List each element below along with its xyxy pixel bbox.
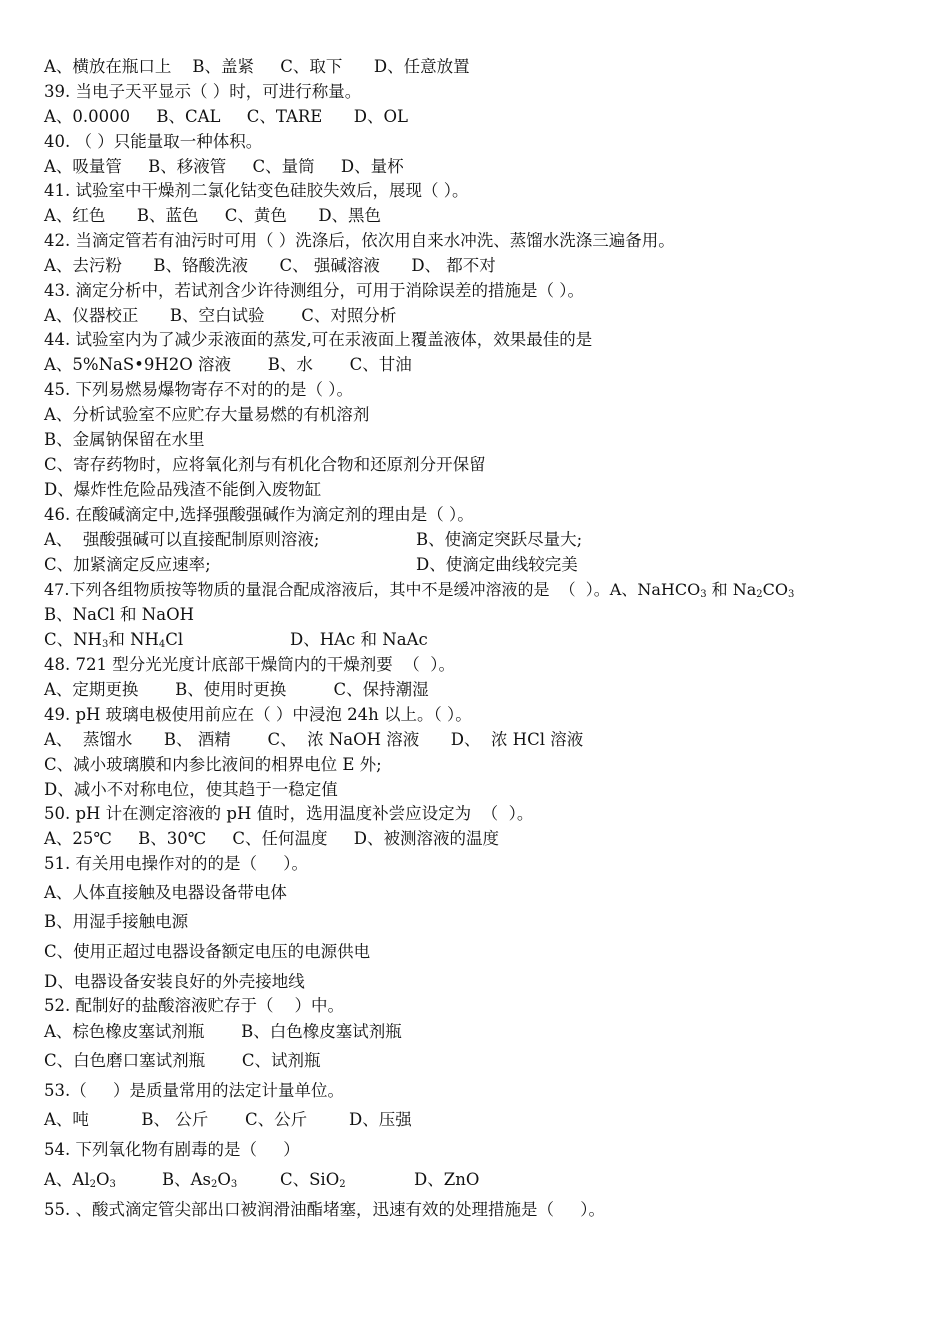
q51-stem: 51. 有关用电操作对的的是（ ）。 bbox=[44, 854, 308, 873]
q42-options: A、去污粉 B、铬酸洗液 C、 强碱溶液 D、 都不对 bbox=[44, 256, 496, 275]
q44-stem: 44. 试验室内为了减少汞液面的蒸发,可在汞液面上覆盖液体，效果最佳的是 bbox=[44, 330, 593, 349]
q52-options-cd: C、白色磨口塞试剂瓶 C、试剂瓶 bbox=[44, 1051, 321, 1070]
q41-stem: 41. 试验室中干燥剂二氯化钴变色硅胶失效后，展现（ ）。 bbox=[44, 181, 469, 200]
q43-options: A、仪器校正 B、空白试验 C、对照分析 bbox=[44, 306, 397, 325]
q40-options: A、吸量管 B、移液管 C、量筒 D、量杯 bbox=[44, 157, 404, 176]
q54-option-b: B、$As_2O_3$ bbox=[162, 1170, 238, 1190]
q49-option-c: C、减小玻璃膜和内参比液间的相界电位 E 外; bbox=[44, 755, 382, 774]
q54-option-d: D、ZnO bbox=[414, 1170, 480, 1189]
q54-option-a: A、$Al_2O_3$ bbox=[44, 1170, 116, 1190]
q49-option-d: D、减小不对称电位，使其趋于一稳定值 bbox=[44, 780, 338, 799]
q54-option-c: C、SiO$_2$ bbox=[280, 1170, 346, 1190]
q54-stem: 54. 下列氧化物有剧毒的是（ ） bbox=[44, 1140, 300, 1159]
q50-stem: 50. pH 计在测定溶液的 pH 值时，选用温度补尝应设定为 （ ）。 bbox=[44, 804, 534, 823]
q49-options: A、 蒸馏水 B、 酒精 C、 浓 NaOH 溶液 D、 浓 HCl 溶液 bbox=[44, 730, 584, 749]
q51-option-b: B、用湿手接触电源 bbox=[44, 912, 189, 931]
q50-options: A、25℃ B、30℃ C、任何温度 D、被测溶液的温度 bbox=[44, 829, 499, 848]
q39-stem: 39. 当电子天平显示（ ）时，可进行称量。 bbox=[44, 82, 362, 101]
q48-stem: 48. 721 型分光光度计底部干燥筒内的干燥剂要 （ ）。 bbox=[44, 655, 455, 674]
q46-option-b: B、使滴定突跃尽量大; bbox=[416, 530, 583, 549]
q45-option-b: B、金属钠保留在水里 bbox=[44, 430, 205, 449]
q47-option-d: D、HAc 和 NaAc bbox=[290, 630, 428, 649]
q52-options-ab: A、棕色橡皮塞试剂瓶 B、白色橡皮塞试剂瓶 bbox=[44, 1022, 402, 1041]
q43-stem: 43. 滴定分析中，若试剂含少许待测组分，可用于消除误差的措施是（ ）。 bbox=[44, 281, 584, 300]
q45-option-d: D、爆炸性危险品残渣不能倒入废物缸 bbox=[44, 480, 322, 499]
q42-stem: 42. 当滴定管若有油污时可用（ ）洗涤后，依次用自来水冲洗、蒸馏水洗涤三遍备用。 bbox=[44, 231, 675, 250]
q41-options: A、红色 B、蓝色 C、黄色 D、黑色 bbox=[44, 206, 382, 225]
q44-options: A、5%NaS•9H2O 溶液 B、水 C、甘油 bbox=[44, 355, 412, 374]
q49-stem: 49. pH 玻璃电极使用前应在（ ）中浸泡 24h 以上。（ ）。 bbox=[44, 705, 472, 724]
q47-option-c: C、$NH_3$和 $NH_4Cl$ bbox=[44, 630, 184, 650]
q46-option-c: C、加紧滴定反应速率; bbox=[44, 555, 211, 574]
q47-option-b: B、NaCl 和 NaOH bbox=[44, 605, 194, 624]
q46-option-d: D、使滴定曲线较完美 bbox=[416, 555, 578, 574]
q45-option-c: C、寄存药物时，应将氧化剂与有机化合物和还原剂分开保留 bbox=[44, 455, 486, 474]
q47-stem: 47.下列各组物质按等物质的量混合配成溶液后，其中不是缓冲溶液的是 （ ）。A、NaHCO$_3$ 和 $Na_2CO_3$ bbox=[44, 580, 795, 600]
q45-stem: 45. 下列易燃易爆物寄存不对的的是（ ）。 bbox=[44, 380, 353, 399]
q39-options: A、0.0000 B、CAL C、TARE D、OL bbox=[44, 107, 409, 126]
q51-option-a: A、人体直接触及电器设备带电体 bbox=[44, 883, 287, 902]
q46-stem: 46. 在酸碱滴定中,选择强酸强碱作为滴定剂的理由是（ ）。 bbox=[44, 505, 474, 524]
q40-stem: 40. （ ）只能量取一种体积。 bbox=[44, 132, 263, 151]
q38-options: A、横放在瓶口上 B、盖紧 C、取下 D、任意放置 bbox=[44, 57, 470, 76]
q51-option-d: D、电器设备安装良好的外壳接地线 bbox=[44, 972, 305, 991]
q45-option-a: A、分析试验室不应贮存大量易燃的有机溶剂 bbox=[44, 405, 370, 424]
q53-stem: 53.（ ）是质量常用的法定计量单位。 bbox=[44, 1081, 344, 1100]
q55-stem: 55. 、酸式滴定管尖部出口被润滑油酯堵塞，迅速有效的处理措施是（ ）。 bbox=[44, 1200, 605, 1219]
q51-option-c: C、使用正超过电器设备额定电压的电源供电 bbox=[44, 942, 371, 961]
q52-stem: 52. 配制好的盐酸溶液贮存于（ ）中。 bbox=[44, 996, 344, 1015]
q48-options: A、定期更换 B、使用时更换 C、保持潮湿 bbox=[44, 680, 429, 699]
q53-options: A、吨 B、 公斤 C、公斤 D、压强 bbox=[44, 1110, 412, 1129]
q46-option-a: A、 强酸强碱可以直接配制原则溶液; bbox=[44, 530, 320, 549]
